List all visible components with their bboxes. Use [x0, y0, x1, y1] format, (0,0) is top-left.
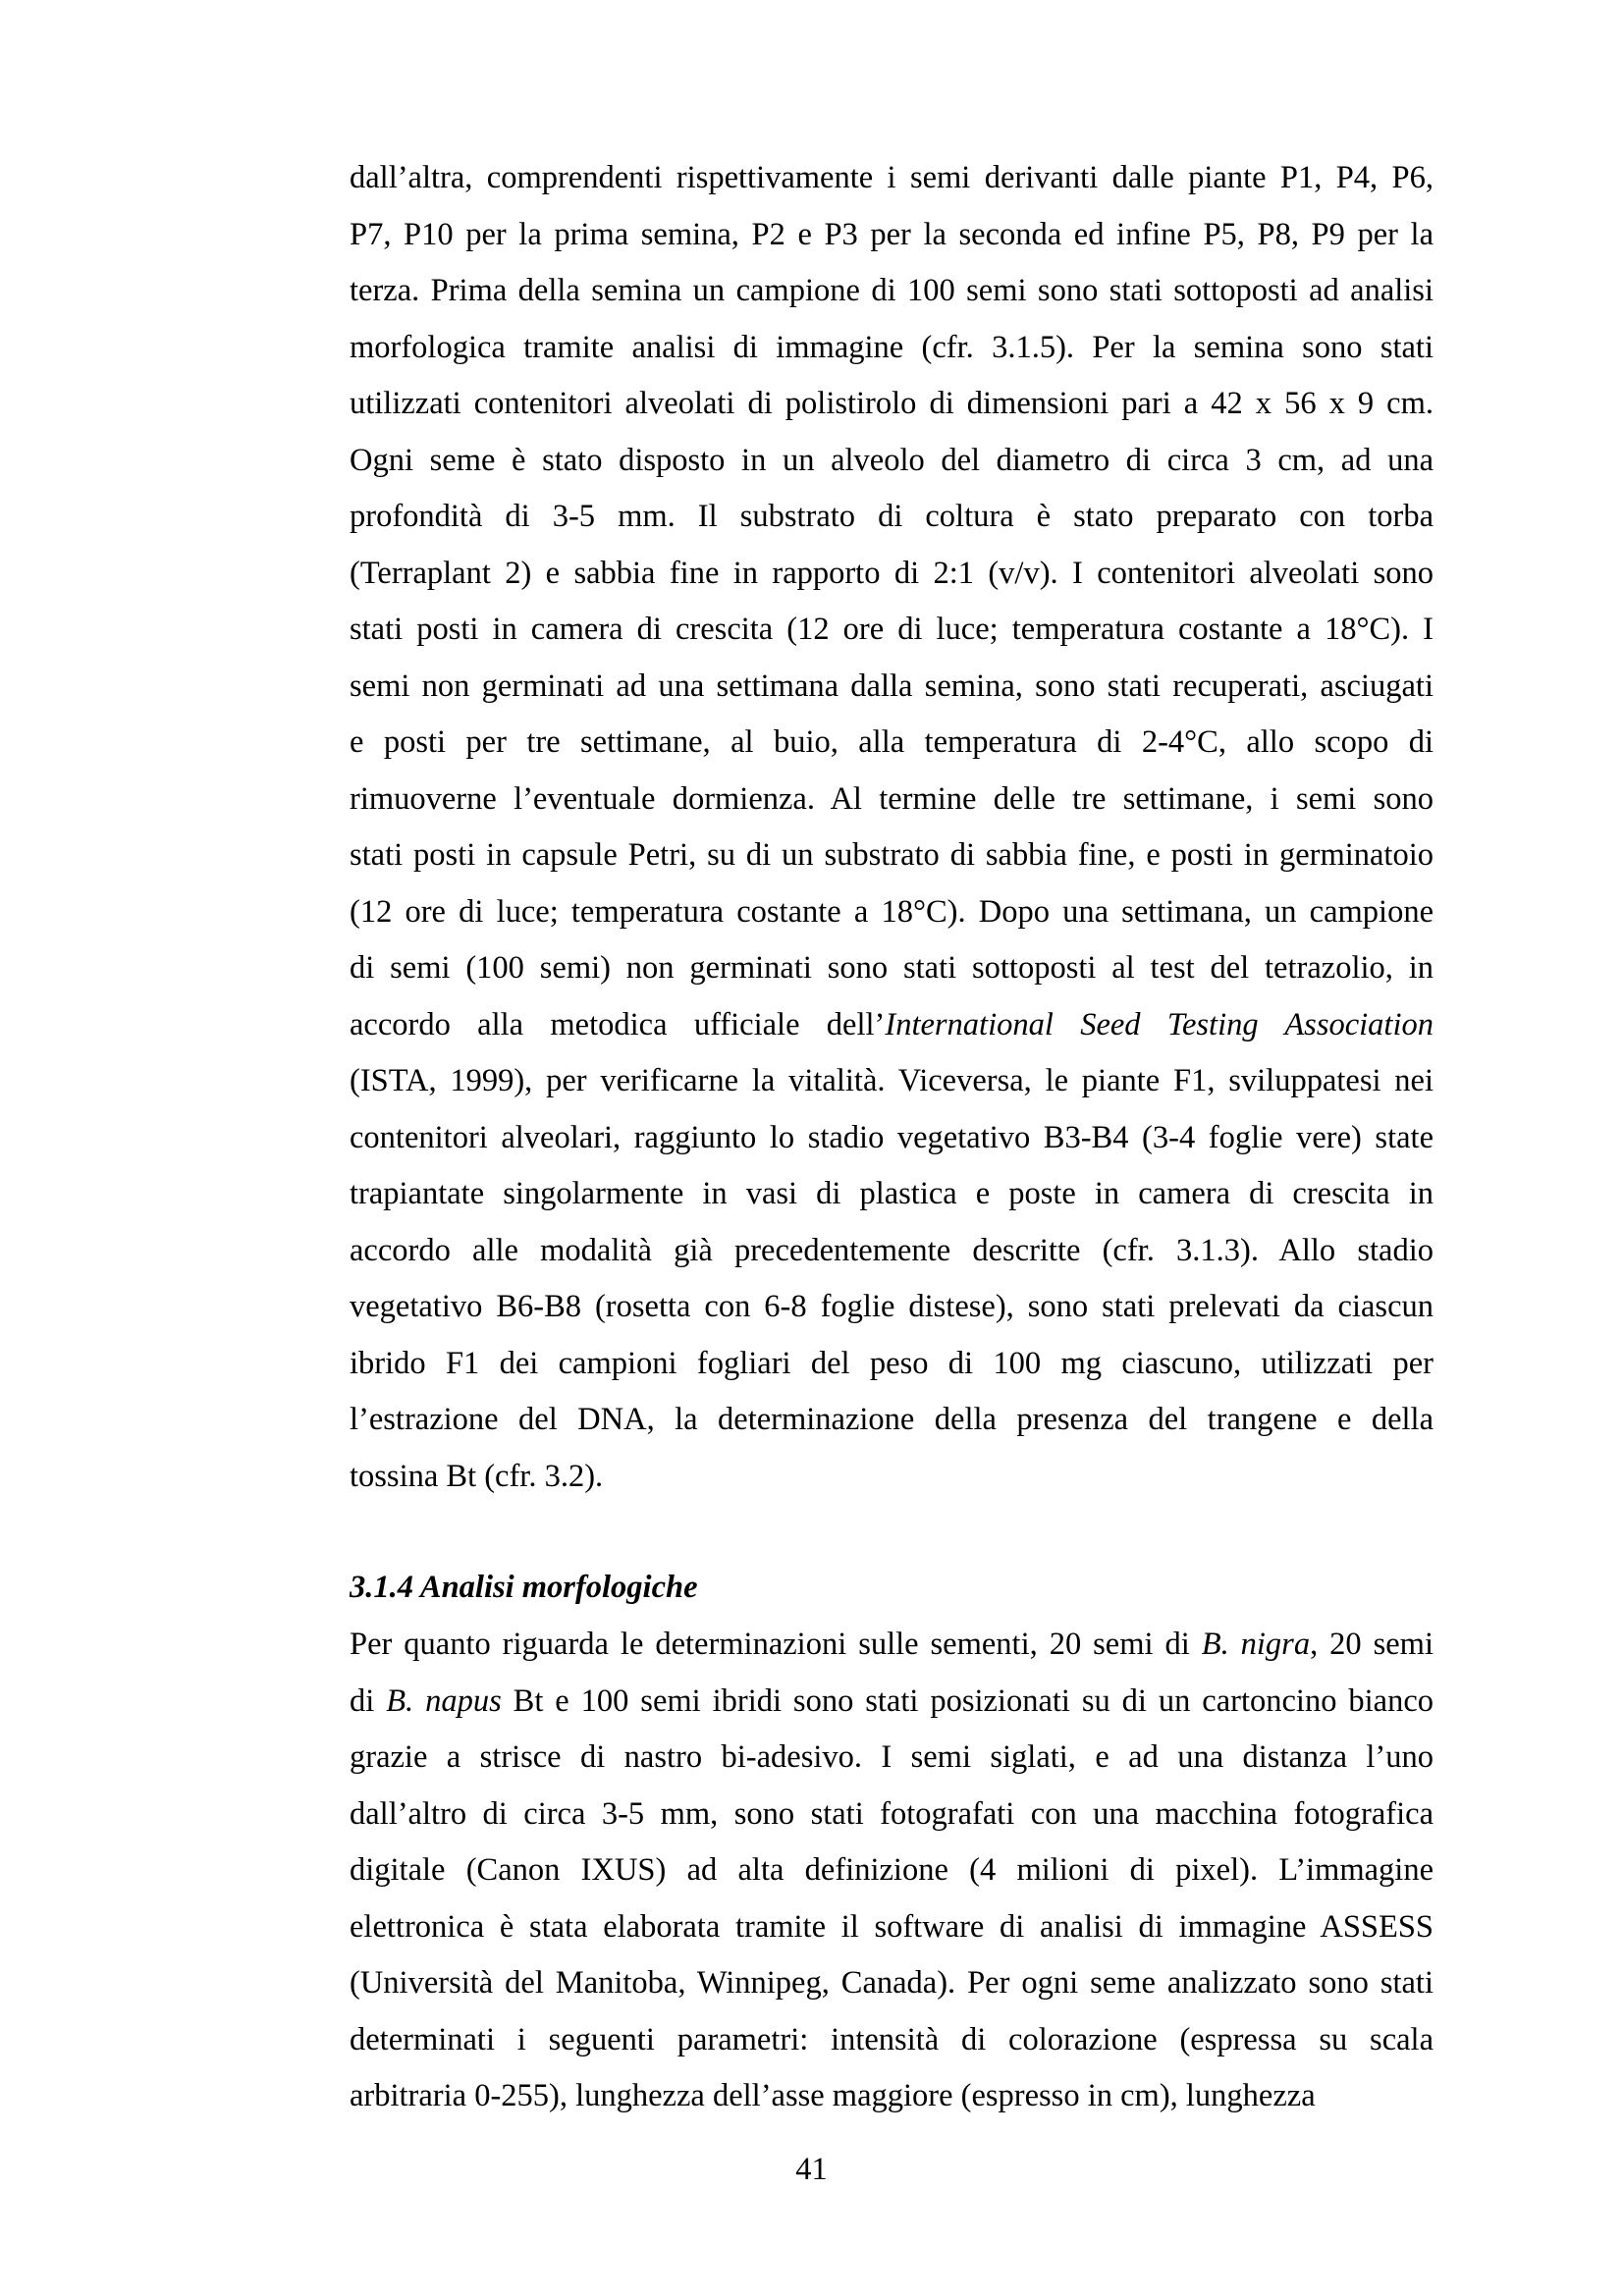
text-line: e posti per tre settimane, al buio, alla temperatura di 2-4°C, allo scopo di: [350, 724, 1434, 760]
text-line: Per quanto riguarda le determinazioni sulle sementi, 20 semi di B. nigra, 20 semi: [350, 1627, 1434, 1662]
text-line: utilizzati contenitori alveolati di polistirolo di dimensioni pari a 42 x 56 x 9 cm.: [350, 386, 1434, 421]
italic-term: B. napus: [386, 1682, 502, 1719]
italic-term: B. nigra: [1201, 1627, 1311, 1662]
body-paragraph-1: [350, 150, 1434, 1505]
text-line: tossina Bt (cfr. 3.2).: [350, 1458, 604, 1494]
text-line: di semi (100 semi) non germinati sono stati sottoposti al test del tetrazolio, in: [350, 950, 1434, 986]
text-line: elettronica è stata elaborata tramite il software di analisi di immagine ASSESS: [350, 1908, 1434, 1945]
text-line: P7, P10 per la prima semina, P2 e P3 per la seconda ed infine P5, P8, P9 per la: [350, 216, 1434, 252]
text-line: arbitraria 0-255), lunghezza dell’asse maggiore (espresso in cm), lunghezza: [350, 2078, 1316, 2113]
text-line: stati posti in camera di crescita (12 ore di luce; temperatura costante a 18°C). I: [350, 612, 1434, 647]
text-line: (ISTA, 1999), per verificarne la vitalità. Viceversa, le piante F1, sviluppatesi nei: [350, 1063, 1434, 1098]
page-number: 41: [795, 2152, 828, 2187]
text-line: grazie a strisce di nastro bi-adesivo. I semi siglati, e ad una distanza l’uno: [350, 1739, 1434, 1775]
italic-term: International Seed Testing Association: [885, 1006, 1434, 1042]
text-line: vegetativo B6-B8 (rosetta con 6-8 foglie distese), sono stati prelevati da ciascun: [350, 1289, 1434, 1324]
text-line: (Terraplant 2) e sabbia fine in rapporto di 2:1 (v/v). I contenitori alveolati sono: [350, 555, 1434, 591]
text-line: morfologica tramite analisi di immagine (cfr. 3.1.5). Per la semina sono stati: [350, 329, 1434, 365]
text-line: accordo alle modalità già precedentemente descritte (cfr. 3.1.3). Allo stadio: [350, 1232, 1434, 1268]
text-line: stati posti in capsule Petri, su di un substrato di sabbia fine, e posti in germinatoio: [350, 837, 1434, 873]
text-line: ibrido F1 dei campioni fogliari del peso di 100 mg ciascuno, utilizzati per: [350, 1345, 1434, 1381]
text-line: contenitori alveolari, raggiunto lo stadio vegetativo B3-B4 (3-4 foglie vere) state: [350, 1119, 1434, 1155]
body-paragraph-2: [350, 1617, 1434, 2125]
text-line: dall’altro di circa 3-5 mm, sono stati fotografati con una macchina fotografica: [350, 1795, 1434, 1832]
text-line: (12 ore di luce; temperatura costante a 18°C). Dopo una settimana, un campione: [350, 893, 1434, 930]
text-line: accordo alla metodica ufficiale dell’International Seed Testing Association: [350, 1006, 1434, 1042]
text-line: trapiantate singolarmente in vasi di plastica e poste in camera di crescita in: [350, 1176, 1434, 1211]
text-line: terza. Prima della semina un campione di 100 semi sono stati sottoposti ad analisi: [350, 273, 1434, 308]
section-heading: 3.1.4 Analisi morfologiche: [350, 1570, 698, 1605]
text-line: dall’altra, comprendenti rispettivamente i semi derivanti dalle piante P1, P4, P6,: [350, 160, 1434, 195]
text-line: digitale (Canon IXUS) ad alta definizione (4 milioni di pixel). L’immagine: [350, 1852, 1434, 1888]
text-line: rimuoverne l’eventuale dormienza. Al termine delle tre settimane, i semi sono: [350, 780, 1434, 817]
text-line: l’estrazione del DNA, la determinazione della presenza del trangene e della: [350, 1402, 1434, 1437]
text-line: profondità di 3-5 mm. Il substrato di coltura è stato preparato con torba: [350, 499, 1434, 534]
text-line: (Università del Manitoba, Winnipeg, Canada). Per ogni seme analizzato sono stati: [350, 1965, 1434, 2001]
text-line: semi non germinati ad una settimana dalla semina, sono stati recuperati, asciugati: [350, 667, 1434, 704]
text-line: Ogni seme è stato disposto in un alveolo del diametro di circa 3 cm, ad una: [350, 442, 1434, 478]
text-line: determinati i seguenti parametri: intensità di colorazione (espressa su scala: [350, 2021, 1434, 2057]
text-line: di B. napus Bt e 100 semi ibridi sono stati posizionati su di un cartoncino bianco: [350, 1682, 1434, 1719]
